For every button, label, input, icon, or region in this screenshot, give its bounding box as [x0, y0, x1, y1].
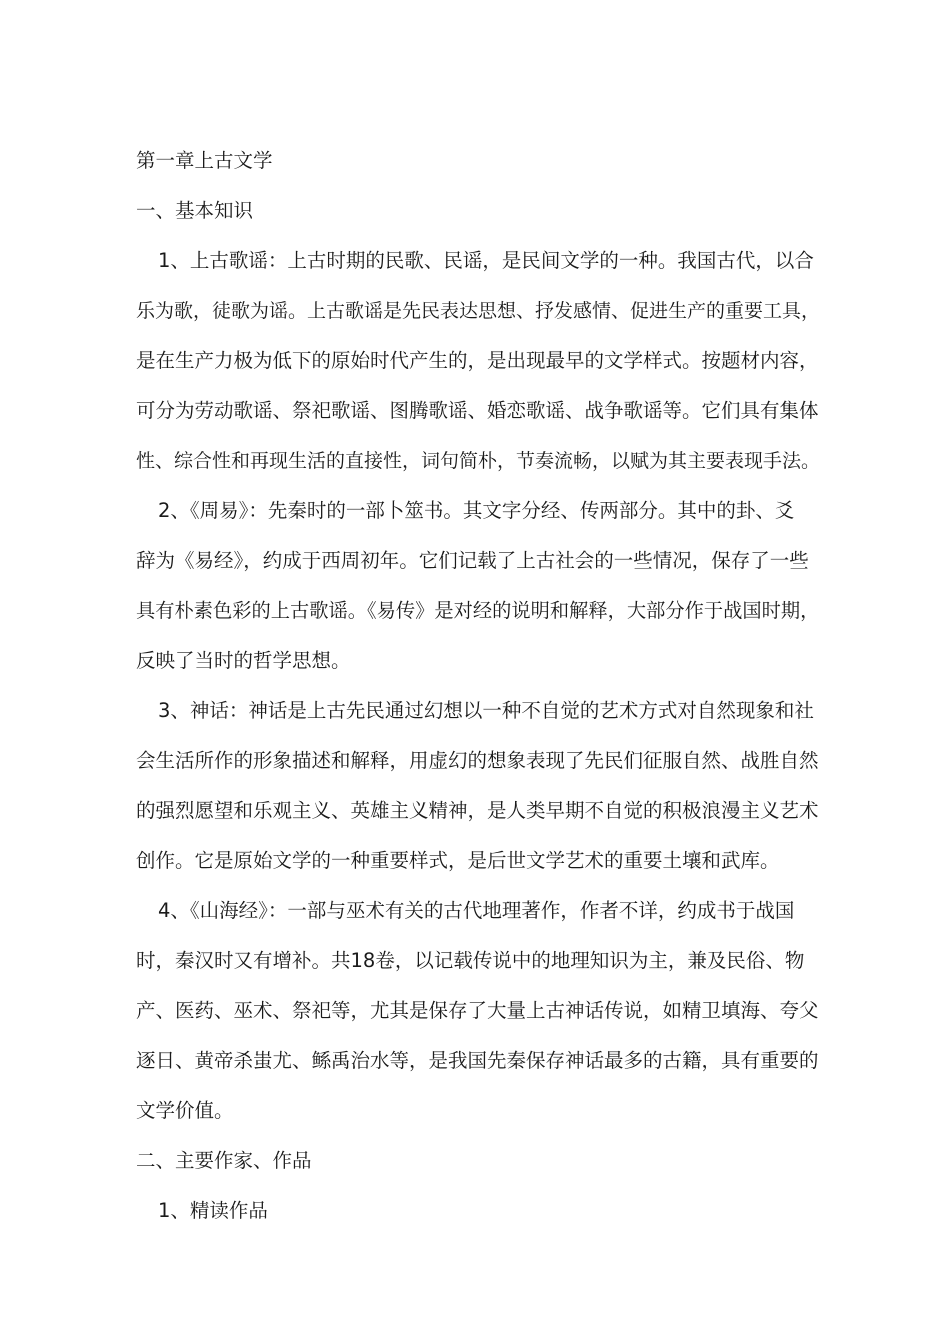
paragraph-line: 性、综合性和再现生活的直接性，词句简朴，节奏流畅，以赋为其主要表现手法。 [136, 450, 821, 472]
subsection-heading-close-reading: 1、精读作品 [158, 1199, 268, 1222]
section-heading-main-authors: 二、主要作家、作品 [136, 1149, 312, 1172]
paragraph-line: 是在生产力极为低下的原始时代产生的，是出现最早的文学样式。按题材内容， [136, 349, 819, 372]
paragraph-line: 的强烈愿望和乐观主义、英雄主义精神，是人类早期不自觉的积极浪漫主义艺术 [136, 799, 819, 822]
paragraph-line: 1、上古歌谣：上古时期的民歌、民谣，是民间文学的一种。我国古代，以合 [158, 249, 814, 272]
chapter-title: 第一章上古文学 [136, 149, 273, 172]
paragraph-line: 创作。它是原始文学的一种重要样式，是后世文学艺术的重要土壤和武库。 [136, 849, 780, 872]
paragraph-line: 逐日、黄帝杀蚩尤、鲧禹治水等，是我国先秦保存神话最多的古籍，具有重要的 [136, 1049, 819, 1072]
paragraph-line: 具有朴素色彩的上古歌谣。《易传》是对经的说明和解释，大部分作于战国时期， [136, 599, 820, 622]
paragraph-line: 2、《周易》：先秦时的一部卜筮书。其文字分经、传两部分。其中的卦、爻 [158, 499, 795, 522]
paragraph-line: 产、医药、巫术、祭祀等，尤其是保存了大量上古神话传说，如精卫填海、夸父 [136, 999, 819, 1022]
paragraph-line: 4、《山海经》：一部与巫术有关的古代地理著作，作者不详，约成书于战国 [158, 899, 795, 922]
paragraph-line: 反映了当时的哲学思想。 [136, 649, 351, 672]
paragraph-line: 文学价值。 [136, 1099, 234, 1122]
paragraph-line: 3、神话：神话是上古先民通过幻想以一种不自觉的艺术方式对自然现象和社 [158, 699, 814, 722]
paragraph-line: 时，秦汉时又有增补。共18卷，以记载传说中的地理知识为主，兼及民俗、物 [136, 949, 805, 972]
paragraph-line: 会生活所作的形象描述和解释，用虚幻的想象表现了先民们征服自然、战胜自然 [136, 749, 819, 772]
document-body [136, 136, 820, 1236]
paragraph-line: 辞为《易经》，约成于西周初年。它们记载了上古社会的一些情况，保存了一些 [136, 549, 809, 572]
paragraph-line: 乐为歌，徒歌为谣。上古歌谣是先民表达思想、抒发感情、促进生产的重要工具， [136, 300, 821, 322]
paragraph-line: 可分为劳动歌谣、祭祀歌谣、图腾歌谣、婚恋歌谣、战争歌谣等。它们具有集体 [136, 399, 819, 422]
section-heading-basic-knowledge: 一、基本知识 [136, 199, 254, 222]
